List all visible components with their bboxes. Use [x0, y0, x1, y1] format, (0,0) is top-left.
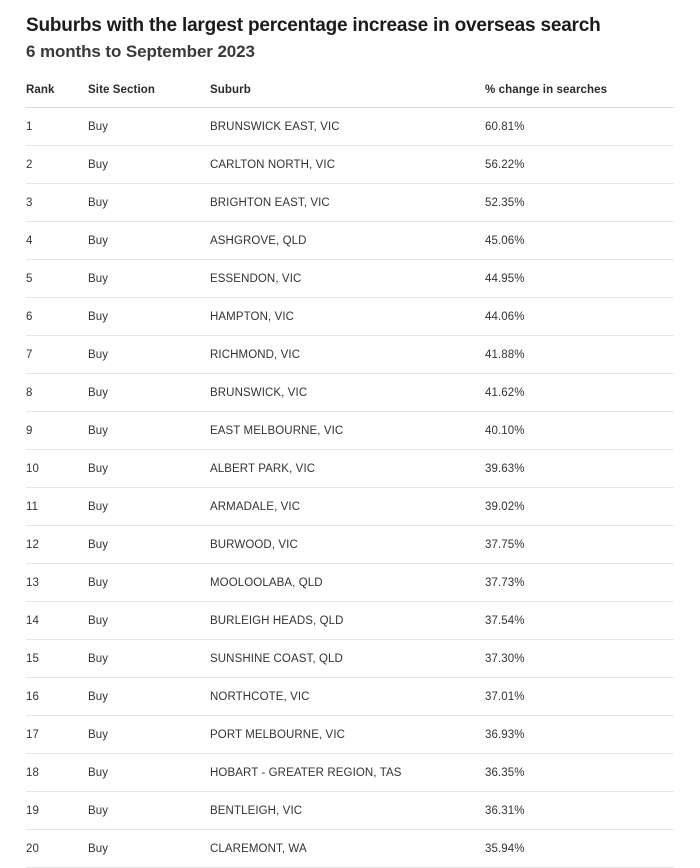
column-header-site-section: Site Section	[88, 84, 210, 108]
page-title: Suburbs with the largest percentage increase in overseas search	[26, 15, 601, 36]
cell-percent-change: 44.95%	[485, 259, 674, 297]
cell-rank: 16	[26, 677, 88, 715]
table-body	[26, 107, 674, 867]
cell-rank: 13	[26, 563, 88, 601]
cell-percent-change: 37.54%	[485, 601, 674, 639]
table-row	[26, 107, 674, 145]
cell-percent-change: 45.06%	[485, 221, 674, 259]
cell-rank: 8	[26, 373, 88, 411]
cell-percent-change: 37.30%	[485, 639, 674, 677]
suburb-search-table	[26, 84, 674, 868]
cell-percent-change: 36.35%	[485, 753, 674, 791]
cell-suburb: ALBERT PARK, VIC	[210, 449, 485, 487]
cell-rank: 7	[26, 335, 88, 373]
table-row	[26, 525, 674, 563]
cell-percent-change: 37.75%	[485, 525, 674, 563]
cell-percent-change: 37.01%	[485, 677, 674, 715]
cell-suburb: RICHMOND, VIC	[210, 335, 485, 373]
cell-rank: 5	[26, 259, 88, 297]
table-row	[26, 259, 674, 297]
cell-suburb: ESSENDON, VIC	[210, 259, 485, 297]
cell-percent-change: 39.63%	[485, 449, 674, 487]
cell-site-section: Buy	[88, 563, 210, 601]
cell-suburb: BURWOOD, VIC	[210, 525, 485, 563]
cell-rank: 15	[26, 639, 88, 677]
cell-rank: 2	[26, 145, 88, 183]
table-row	[26, 145, 674, 183]
cell-site-section: Buy	[88, 487, 210, 525]
cell-rank: 9	[26, 411, 88, 449]
table-row	[26, 221, 674, 259]
cell-percent-change: 37.73%	[485, 563, 674, 601]
cell-suburb: BURLEIGH HEADS, QLD	[210, 601, 485, 639]
cell-percent-change: 35.94%	[485, 829, 674, 867]
cell-rank: 19	[26, 791, 88, 829]
cell-suburb: BRUNSWICK, VIC	[210, 373, 485, 411]
page-subtitle: 6 months to September 2023	[26, 41, 255, 61]
cell-suburb: HAMPTON, VIC	[210, 297, 485, 335]
column-header-percent-change: % change in searches	[485, 84, 674, 108]
cell-site-section: Buy	[88, 335, 210, 373]
table-row	[26, 183, 674, 221]
table-row	[26, 373, 674, 411]
cell-site-section: Buy	[88, 259, 210, 297]
cell-suburb: ASHGROVE, QLD	[210, 221, 485, 259]
cell-percent-change: 56.22%	[485, 145, 674, 183]
cell-percent-change: 41.62%	[485, 373, 674, 411]
cell-suburb: BENTLEIGH, VIC	[210, 791, 485, 829]
cell-site-section: Buy	[88, 525, 210, 563]
table-row	[26, 563, 674, 601]
cell-site-section: Buy	[88, 297, 210, 335]
column-header-suburb: Suburb	[210, 84, 485, 108]
cell-rank: 18	[26, 753, 88, 791]
cell-site-section: Buy	[88, 183, 210, 221]
table-row	[26, 487, 674, 525]
cell-suburb: NORTHCOTE, VIC	[210, 677, 485, 715]
cell-site-section: Buy	[88, 373, 210, 411]
cell-site-section: Buy	[88, 677, 210, 715]
cell-rank: 1	[26, 107, 88, 145]
cell-rank: 14	[26, 601, 88, 639]
cell-percent-change: 40.10%	[485, 411, 674, 449]
table-row	[26, 411, 674, 449]
table-row	[26, 297, 674, 335]
cell-site-section: Buy	[88, 829, 210, 867]
cell-suburb: SUNSHINE COAST, QLD	[210, 639, 485, 677]
cell-rank: 6	[26, 297, 88, 335]
cell-suburb: CLAREMONT, WA	[210, 829, 485, 867]
cell-suburb: MOOLOOLABA, QLD	[210, 563, 485, 601]
cell-percent-change: 60.81%	[485, 107, 674, 145]
table-row	[26, 753, 674, 791]
cell-site-section: Buy	[88, 639, 210, 677]
cell-percent-change: 36.93%	[485, 715, 674, 753]
cell-rank: 12	[26, 525, 88, 563]
cell-percent-change: 52.35%	[485, 183, 674, 221]
cell-site-section: Buy	[88, 145, 210, 183]
table-row	[26, 335, 674, 373]
cell-rank: 11	[26, 487, 88, 525]
cell-percent-change: 39.02%	[485, 487, 674, 525]
cell-site-section: Buy	[88, 715, 210, 753]
cell-rank: 20	[26, 829, 88, 867]
cell-site-section: Buy	[88, 107, 210, 145]
cell-site-section: Buy	[88, 411, 210, 449]
table-row	[26, 601, 674, 639]
cell-suburb: BRUNSWICK EAST, VIC	[210, 107, 485, 145]
table-row	[26, 791, 674, 829]
table-row	[26, 829, 674, 867]
cell-site-section: Buy	[88, 601, 210, 639]
table-header	[26, 84, 674, 108]
cell-percent-change: 36.31%	[485, 791, 674, 829]
cell-suburb: BRIGHTON EAST, VIC	[210, 183, 485, 221]
cell-suburb: PORT MELBOURNE, VIC	[210, 715, 485, 753]
table-row	[26, 677, 674, 715]
cell-percent-change: 44.06%	[485, 297, 674, 335]
table-row	[26, 639, 674, 677]
cell-suburb: ARMADALE, VIC	[210, 487, 485, 525]
cell-rank: 10	[26, 449, 88, 487]
cell-site-section: Buy	[88, 449, 210, 487]
cell-percent-change: 41.88%	[485, 335, 674, 373]
cell-rank: 3	[26, 183, 88, 221]
cell-site-section: Buy	[88, 221, 210, 259]
table-row	[26, 449, 674, 487]
table-row	[26, 715, 674, 753]
column-header-rank: Rank	[26, 84, 88, 108]
cell-rank: 4	[26, 221, 88, 259]
cell-suburb: EAST MELBOURNE, VIC	[210, 411, 485, 449]
table-header-row	[26, 84, 674, 108]
cell-suburb: HOBART - GREATER REGION, TAS	[210, 753, 485, 791]
cell-site-section: Buy	[88, 753, 210, 791]
cell-rank: 17	[26, 715, 88, 753]
cell-site-section: Buy	[88, 791, 210, 829]
cell-suburb: CARLTON NORTH, VIC	[210, 145, 485, 183]
